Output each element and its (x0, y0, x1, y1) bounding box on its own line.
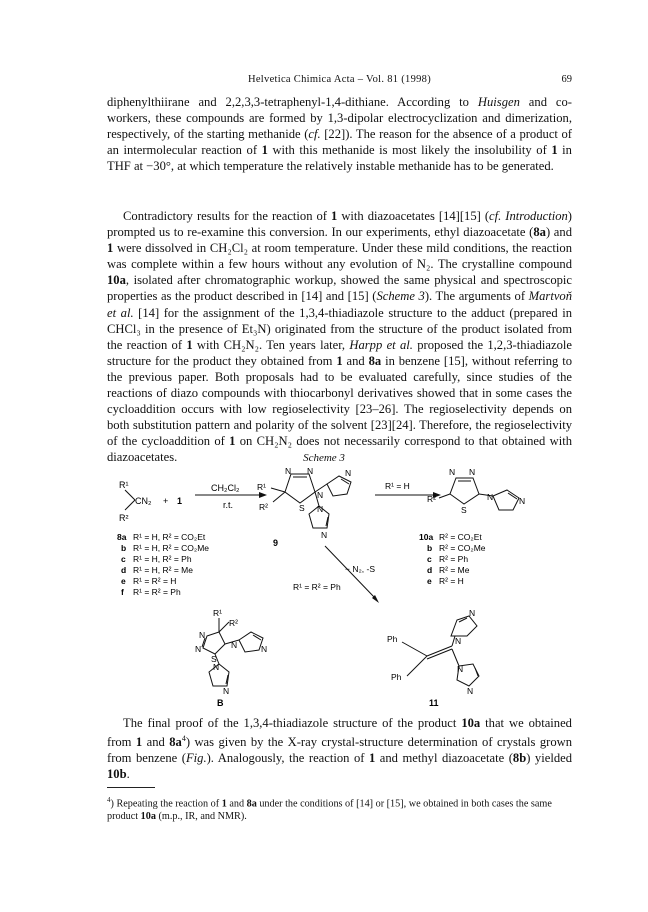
compound-ref: 1 (107, 241, 114, 256)
compound-ref: 1 (229, 434, 236, 449)
svg-text:c: c (427, 554, 432, 564)
compound-ref: 1 (368, 751, 376, 766)
compound-B: B (217, 698, 224, 708)
atom-n: N (345, 468, 352, 478)
running-header (107, 74, 572, 88)
text: ) yielded (526, 751, 572, 766)
plus-sign: + (163, 496, 169, 506)
cf-ref: cf. Introduction (489, 209, 568, 223)
text: ) was given by the X-ray crystal-structure determination of crystals grown from benzene ( (107, 735, 573, 766)
author-name: Huisgen (477, 95, 520, 109)
text: (m.p., IR, and NMR). (155, 811, 247, 823)
atom-s: S (461, 505, 467, 515)
compound-ref: 10a (140, 811, 156, 823)
rt-label: r.t. (223, 500, 234, 510)
svg-text:e: e (121, 576, 126, 586)
atom-r1: R¹ (213, 608, 222, 618)
atom-n: N (469, 467, 476, 477)
text: and co-workers, these compounds are formed by 1,3-dipolar electrocyclization and dimerization, respectively, of the starting methanide ( (107, 95, 572, 142)
atom-n: N (469, 608, 476, 618)
atom-n: N (449, 467, 456, 477)
text: Contradictory results for the reaction of (123, 209, 332, 223)
text: . (126, 767, 130, 782)
svg-text:R¹ = R² = H: R¹ = R² = H (133, 576, 177, 586)
svg-text:R¹ = H, R² = Me: R¹ = H, R² = Me (133, 565, 193, 575)
text: with CH₂N₂. Ten years later, (192, 337, 350, 352)
compound-ref: 1 (261, 143, 268, 158)
atom-n: N (317, 490, 324, 500)
text: [22]). The reason for the absence of a product of an intermolecular reaction of (107, 127, 572, 158)
compound-ref: 8a (169, 735, 182, 750)
compound-ref: 8b (512, 751, 527, 766)
footnote: $^4$) Repeating the reaction of 1 and 8a under the conditions of [14] or [15], we obtained in both cases the same product 10a (m.p., IR, and NMR). (107, 796, 552, 823)
list-10 (419, 532, 486, 586)
svg-text:d: d (427, 565, 433, 575)
text: under the conditions of [14] or [15], we obtained in both cases the same product (107, 798, 552, 823)
solvent-label: CH₂Cl₂ (211, 483, 240, 493)
compound-ref: 1 (336, 353, 343, 368)
text: ). The arguments of (424, 289, 529, 304)
atom-r1: R¹ (257, 482, 266, 492)
text: and methyl diazoacetate ( (375, 751, 513, 766)
atom-n: N (223, 686, 230, 696)
reagent-r1: R¹ (119, 480, 129, 490)
atom-n: N (199, 630, 206, 640)
text: The final proof of the 1,3,4-thiadiazole structure of the product (123, 716, 462, 730)
author-name: Harpp et al. (349, 337, 413, 352)
svg-text:R² = Ph: R² = Ph (439, 554, 469, 564)
text: in THF at −30°, at which temperature the relatively instable methanide has to be generated. (107, 143, 572, 174)
atom-r2: R² (229, 618, 238, 628)
svg-text:R¹ = H, R² = CO₂Me: R¹ = H, R² = CO₂Me (133, 543, 210, 553)
svg-text:f: f (121, 587, 124, 597)
text: ) and (545, 225, 572, 240)
compound-ref: 1 (551, 143, 558, 158)
atom-n: N (307, 466, 314, 476)
atom-s: S (211, 654, 217, 664)
svg-text:R² = CO₂Et: R² = CO₂Et (439, 532, 482, 542)
atom-n: N (321, 530, 328, 540)
arrow-top-label: R¹ = H (385, 481, 410, 491)
compound-ref: 1 (331, 209, 338, 223)
text: and (142, 735, 170, 750)
footnote-rule (107, 787, 155, 788)
compound-ref: 1 (221, 798, 227, 810)
text: ) prompted us to re-examine this conversion. In our experiments, ethyl diazoacetate ( (107, 209, 572, 240)
atom-n: N (457, 664, 464, 674)
atom-n: N (231, 640, 238, 650)
text: and (226, 798, 247, 810)
footnote-number: 4 (107, 796, 111, 804)
svg-text:R¹ = R² = Ph: R¹ = R² = Ph (133, 587, 181, 597)
cf-ref: cf. (308, 127, 321, 142)
journal-title: Helvetica Chimica Acta – Vol. 81 (1998) (247, 74, 432, 85)
paragraph-3 (107, 715, 572, 783)
text: ). Analogously, the reaction of (206, 751, 369, 766)
atom-n: N (261, 644, 268, 654)
compound-11: 11 (429, 698, 439, 708)
compound-ref: 8a (368, 353, 382, 368)
svg-text:R¹ = H, R² = CO₂Et: R¹ = H, R² = CO₂Et (133, 532, 206, 542)
atom-n: N (195, 644, 202, 654)
scheme-title: Scheme 3 (303, 452, 345, 464)
text: on CH₂N₂ does not necessarily correspond to that obtained with diazoacetates. (107, 434, 572, 465)
compound-ref: 10a (461, 716, 481, 730)
svg-text:R² = Me: R² = Me (439, 565, 470, 575)
svg-text:10a: 10a (419, 532, 434, 542)
atom-s: S (299, 503, 305, 513)
svg-text:b: b (427, 543, 433, 553)
scheme-ref: Scheme 3 (376, 289, 425, 304)
compound-ref: 1 (135, 735, 143, 750)
atom-ph: Ph (391, 672, 402, 682)
compound-1: 1 (177, 496, 183, 506)
atom-n: N (317, 504, 324, 514)
text: in benzene [15], without referring to the previous paper. Both proposals had to be evaluated carefully, since studies of the reactions of diazo compounds with thiocarbonyl derivatives showed that in some cases the cycloaddition occurs with low regioselectivity [23–26]. The regioselectivity depends on both substitution pattern and polarity of the solvent [23][24]. Therefore, the regioselectivity of the cycloaddition of (107, 353, 572, 449)
text: with this methanide is most likely the insolubility of (267, 143, 552, 158)
paragraph-1 (107, 94, 572, 174)
svg-text:R² = H: R² = H (439, 576, 464, 586)
compound-ref: 8a (533, 225, 546, 240)
list-8 (117, 532, 209, 597)
compound-ref: 1 (186, 337, 193, 352)
compound-ref: 10b (107, 767, 127, 782)
text: Repeating the reaction of (116, 798, 222, 810)
arrow-diag-reagent: − N₂, -S (345, 564, 375, 574)
paragraph-2 (107, 208, 572, 466)
atom-n: N (519, 496, 526, 506)
svg-text:d: d (121, 565, 127, 575)
text: with diazoacetates [14][15] ( (337, 209, 490, 223)
svg-text:8a: 8a (117, 532, 127, 542)
svg-text:R¹ = H, R² = Ph: R¹ = H, R² = Ph (133, 554, 192, 564)
atom-ph: Ph (387, 634, 398, 644)
svg-text:e: e (427, 576, 432, 586)
svg-text:b: b (121, 543, 127, 553)
atom-n: N (467, 686, 474, 696)
arrow-diag-condition: R¹ = R² = Ph (293, 582, 341, 592)
footnote-mark: 4 (181, 734, 186, 744)
atom-r2: R² (427, 494, 436, 504)
compound-ref: 10a (107, 273, 126, 288)
text: diphenylthiirane and 2,2,3,3-tetraphenyl-1,4-dithiane. According to (107, 95, 478, 109)
atom-n: N (213, 662, 220, 672)
reaction-scheme (107, 466, 577, 708)
page-number: 69 (561, 74, 572, 85)
text: [14] for the assignment of the 1,3,4-thiadiazole structure to the adduct (prepared in CHCl₃ in the presence of Et₃N) originated from the structure of the product isolated from the reaction of (107, 305, 573, 352)
svg-text:R² = CO₂Me: R² = CO₂Me (439, 543, 486, 553)
compound-ref: 8a (246, 798, 257, 810)
diazo-cn2: CN₂ (135, 496, 152, 506)
figure-ref: Fig. (185, 751, 207, 766)
atom-n: N (455, 636, 462, 646)
text: , isolated after chromatographic workup, showed the same physical and spectroscopic properties as the product described in [14] and [15] ( (107, 273, 572, 304)
text: and (342, 353, 369, 368)
text: that we obtained from (107, 716, 572, 750)
reagent-r2: R² (119, 513, 129, 523)
svg-text:c: c (121, 554, 126, 564)
author-name: Martvoň et al. (107, 289, 573, 320)
atom-n: N (285, 466, 292, 476)
text: were dissolved in CH₂Cl₂ at room temperature. Under these mild conditions, the reaction was complete within a few hours without any evolution of N₂. The crystalline compound (107, 241, 572, 272)
text: proposed the 1,2,3-thiadiazole structure for the product they obtained from (107, 337, 572, 368)
atom-r2: R² (259, 502, 268, 512)
compound-9: 9 (273, 538, 279, 548)
atom-n: N (487, 492, 494, 502)
